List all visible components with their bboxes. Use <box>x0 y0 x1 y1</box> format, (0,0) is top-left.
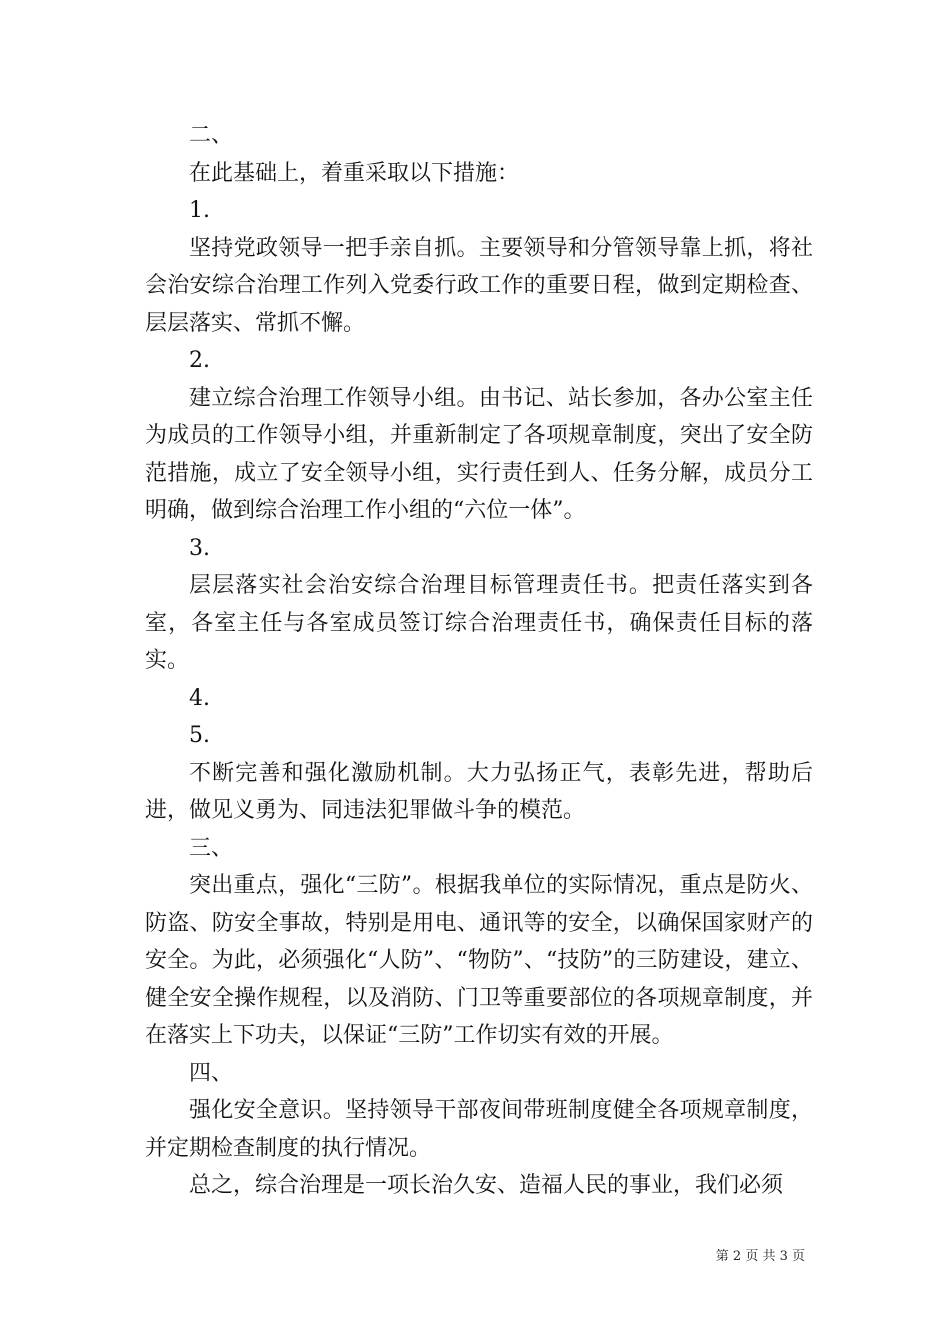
item-number-4: 4. <box>189 685 210 711</box>
conclusion-paragraph: 总之，综合治理是一项长治久安、造福人民的事业，我们必须 <box>189 1173 784 1198</box>
heading-section-3: 三、 <box>189 835 234 861</box>
item-5-paragraph: 不断完善和强化激励机制。大力弘扬正气，表彰先进，帮助后进，做见义勇为、同违法犯罪做斗争的模范。 <box>145 760 813 823</box>
item-2-paragraph: 建立综合治理工作领导小组。由书记、站长参加，各办公室主任为成员的工作领导小组，并重新制定了各项规章制度，突出了安全防范措施，成立了安全领导小组，实行责任到人、任务分解，成员分工明确，做到综合治理工作小组的“六位一体”。 <box>145 385 813 523</box>
section-4-paragraph: 强化安全意识。坚持领导干部夜间带班制度健全各项规章制度，并定期检查制度的执行情况。 <box>145 1098 813 1161</box>
item-number-3: 3. <box>189 535 210 561</box>
heading-section-2: 二、 <box>189 123 234 148</box>
item-number-5: 5. <box>189 723 210 748</box>
item-3-paragraph: 层层落实社会治安综合治理目标管理责任书。把责任落实到各室，各室主任与各室成员签订综合治理责任书，确保责任目标的落实。 <box>145 573 813 673</box>
document-body <box>145 117 813 1205</box>
page-number-footer: 第 2 页 共 3 页 <box>715 1249 805 1264</box>
heading-section-4: 四、 <box>189 1060 234 1086</box>
section-3-paragraph: 突出重点，强化“三防”。根据我单位的实际情况，重点是防火、防盗、防安全事故，特别是用电、通讯等的安全，以确保国家财产的安全。为此，必须强化“人防”、“物防”、“技防”的三防建设，建立、健全安全操作规程，以及消防、门卫等重要部位的各项规章制度，并在落实上下功夫，以保证“三防”工作切实有效的开展。 <box>145 873 813 1048</box>
item-number-2: 2. <box>189 348 210 373</box>
item-1-paragraph: 坚持党政领导一把手亲自抓。主要领导和分管领导靠上抓，将社会治安综合治理工作列入党委行政工作的重要日程，做到定期检查、层层落实、常抓不懈。 <box>145 235 813 336</box>
intro-paragraph: 在此基础上，着重采取以下措施： <box>189 160 520 186</box>
item-number-1: 1. <box>189 198 210 223</box>
